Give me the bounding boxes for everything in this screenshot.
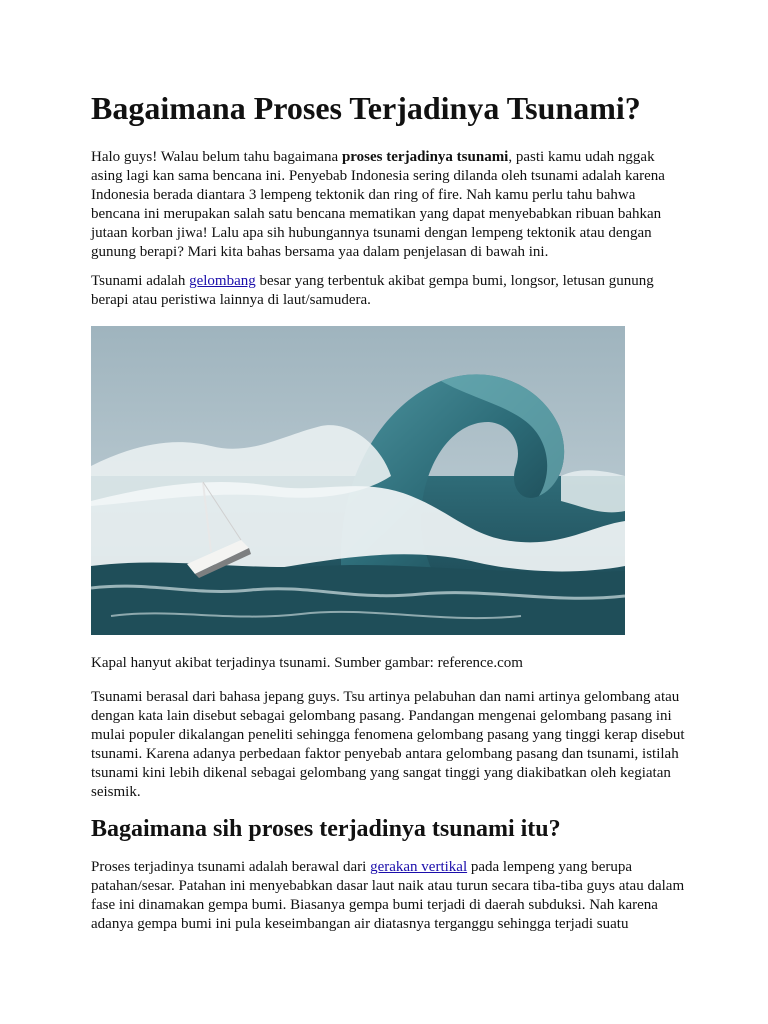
intro-bold-phrase: proses terjadinya tsunami (341, 149, 509, 165)
etymology-paragraph: Tsunami berasal dari bahasa jepang guys. Tsu artinya pelabuhan dan nami artinya gelombang atau dengan kata lain disebut sebagai gelombang pasang. Pandangan mengenai gelombang pasang ini mulai populer dikalangan peneliti sehingga fenomena gelombang pasang yang tinggi kerap disebut tsunami. Karena adanya perbedaan faktor penyebab antara gelombang pasang dan tsunami, istilah tsunami kini lebih dikenal sebagai gelombang yang sangat tinggi yang diakibatkan oleh kegiatan seismik. (91, 689, 685, 800)
intro-text-end: , pasti kamu udah nggak asing lagi kan sama bencana ini. Penyebab Indonesia sering dilanda oleh tsunami adalah karena Indonesia berada diantara 3 lempeng tektonik dan ring of fire. Nah kamu perlu tahu bahwa bencana ini merupakan salah satu bencana mematikan yang dapat menyebabkan ribuan bahkan jutaan korban jiwa! Lalu apa sih hubungannya tsunami dengan lempeng tektonik atau dengan gunung berapi? Mari kita bahas bersama yaa dalam penjelasan di bawah ini. (91, 149, 665, 260)
intro-text-start: Halo guys! Walau belum tahu bagaimana (91, 149, 342, 165)
section-heading: Bagaimana sih proses terjadinya tsunami itu? (91, 816, 561, 842)
process-text-start: Proses terjadinya tsunami adalah berawal dari (91, 859, 371, 875)
tsunami-wave-photo (91, 326, 625, 635)
definition-text-end: besar yang terbentuk akibat gempa bumi, longsor, letusan gunung berapi atau peristiwa lainnya di laut/samudera. (91, 273, 654, 308)
gelombang-link[interactable]: gelombang (189, 273, 256, 289)
gerakan-vertikal-link[interactable]: gerakan vertikal (370, 859, 468, 875)
definition-text-start: Tsunami adalah (91, 273, 190, 289)
process-text-end: pada lempeng yang berupa patahan/sesar. Patahan ini menyebabkan dasar laut naik atau turun secara tiba-tiba guys atau dalam fase ini dinamakan gempa bumi. Biasanya gempa bumi terjadi di daerah subduksi. Nah karena adanya gempa bumi ini pula keseimbangan air diatasnya terganggu sehingga terjadi suatu (91, 859, 685, 932)
intro-paragraph (91, 148, 687, 262)
process-paragraph (91, 858, 687, 934)
image-caption: Kapal hanyut akibat terjadinya tsunami. Sumber gambar: reference.com (91, 655, 523, 671)
definition-paragraph (91, 272, 687, 310)
page-title: Bagaimana Proses Terjadinya Tsunami? (91, 90, 641, 126)
